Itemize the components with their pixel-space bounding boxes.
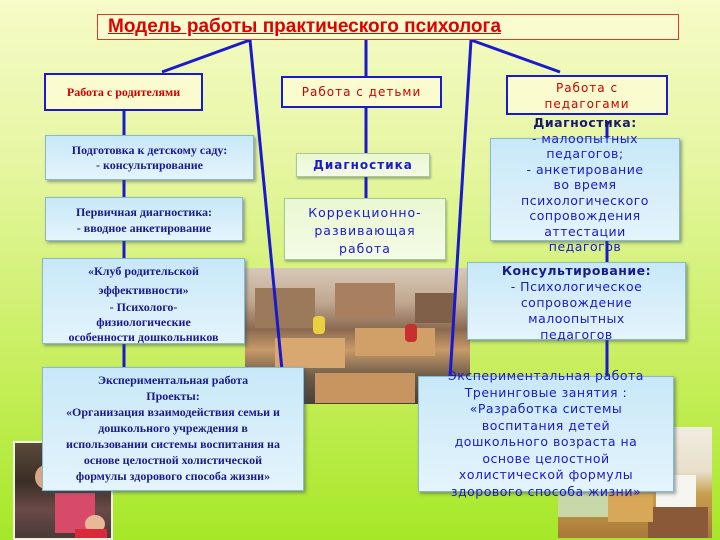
- header-children: [281, 76, 442, 108]
- header-teachers-line: Работа с: [555, 81, 619, 95]
- item-line: - малоопытных: [531, 130, 639, 146]
- item-line: аттестации: [544, 223, 626, 239]
- item-line: Диагностика:: [533, 115, 637, 130]
- teachers-item-diagnostics-text: [490, 115, 680, 255]
- item-line: «Организация взаимодействия семьи и: [66, 405, 280, 419]
- item-line: дошкольного учреждения в: [98, 421, 248, 435]
- children-item-diagnostics: [296, 153, 430, 177]
- children-item-correction: [284, 198, 446, 260]
- item-line: «Разработка системы: [469, 401, 623, 416]
- item-line: психологического: [521, 192, 649, 208]
- item-line: - Психолого-: [109, 300, 178, 314]
- item-line: развивающая: [314, 223, 416, 238]
- item-line: Экспериментальная работа: [97, 373, 249, 387]
- item-line: педагогов;: [546, 146, 624, 161]
- header-parents: [44, 73, 203, 111]
- parents-item-club: [42, 258, 245, 344]
- parents-item-primary-diagnostics: [45, 197, 243, 241]
- item-line: Первичная диагностика:: [75, 205, 213, 219]
- item-line: педагогов: [548, 239, 622, 254]
- item-line: физиологические: [96, 315, 191, 329]
- item-line: формулы здорового способа жизни»: [75, 469, 271, 483]
- teachers-item-consulting: [467, 262, 686, 340]
- teachers-item-experimental-text: [418, 368, 674, 500]
- item-line: дошкольного возраста на: [454, 434, 638, 449]
- item-line: использовании системы воспитания на: [66, 437, 280, 451]
- item-line: Коррекционно-: [308, 205, 422, 220]
- item-line: особенности дошкольников: [68, 330, 219, 344]
- item-line: холистической формулы: [458, 467, 634, 482]
- item-line: «Клуб родительской: [88, 264, 199, 278]
- item-line: работа: [339, 241, 391, 256]
- item-line: Тренинговые занятия :: [464, 384, 628, 400]
- header-children-label: Работа с детьми: [301, 85, 422, 99]
- item-line: - анкетирование: [526, 161, 644, 177]
- item-line: Диагностика: [313, 158, 413, 172]
- item-line: Подготовка к детскому саду:: [71, 143, 228, 157]
- parents-item-experimental: [42, 367, 304, 491]
- item-line: педагогов: [540, 327, 613, 342]
- parents-item-preparation: [45, 135, 254, 180]
- item-line: здорового способа жизни»: [450, 483, 642, 499]
- item-line: - вводное анкетирование: [76, 221, 212, 235]
- item-line: во время: [553, 177, 617, 192]
- header-teachers-line: педагогами: [544, 97, 630, 111]
- item-line: сопровождение: [520, 295, 633, 310]
- item-line: воспитания детей: [481, 417, 611, 433]
- item-line: Проекты:: [146, 389, 200, 403]
- item-line: - Психологическое: [510, 279, 643, 294]
- item-line: основе целостной: [482, 450, 610, 466]
- item-line: - консультирование: [96, 158, 203, 172]
- item-line: сопровождения: [529, 208, 641, 223]
- item-line: малоопытных: [528, 311, 625, 326]
- item-line: эффективности»: [98, 283, 189, 297]
- header-parents-label: Работа с родителями: [66, 85, 181, 99]
- header-teachers: [506, 75, 668, 115]
- item-line: Экспериментальная работа: [448, 368, 644, 383]
- page-title: Модель работы практического психолога: [97, 14, 679, 40]
- item-line: основе целостной холистической: [83, 453, 263, 467]
- item-line: Консультирование:: [501, 263, 652, 278]
